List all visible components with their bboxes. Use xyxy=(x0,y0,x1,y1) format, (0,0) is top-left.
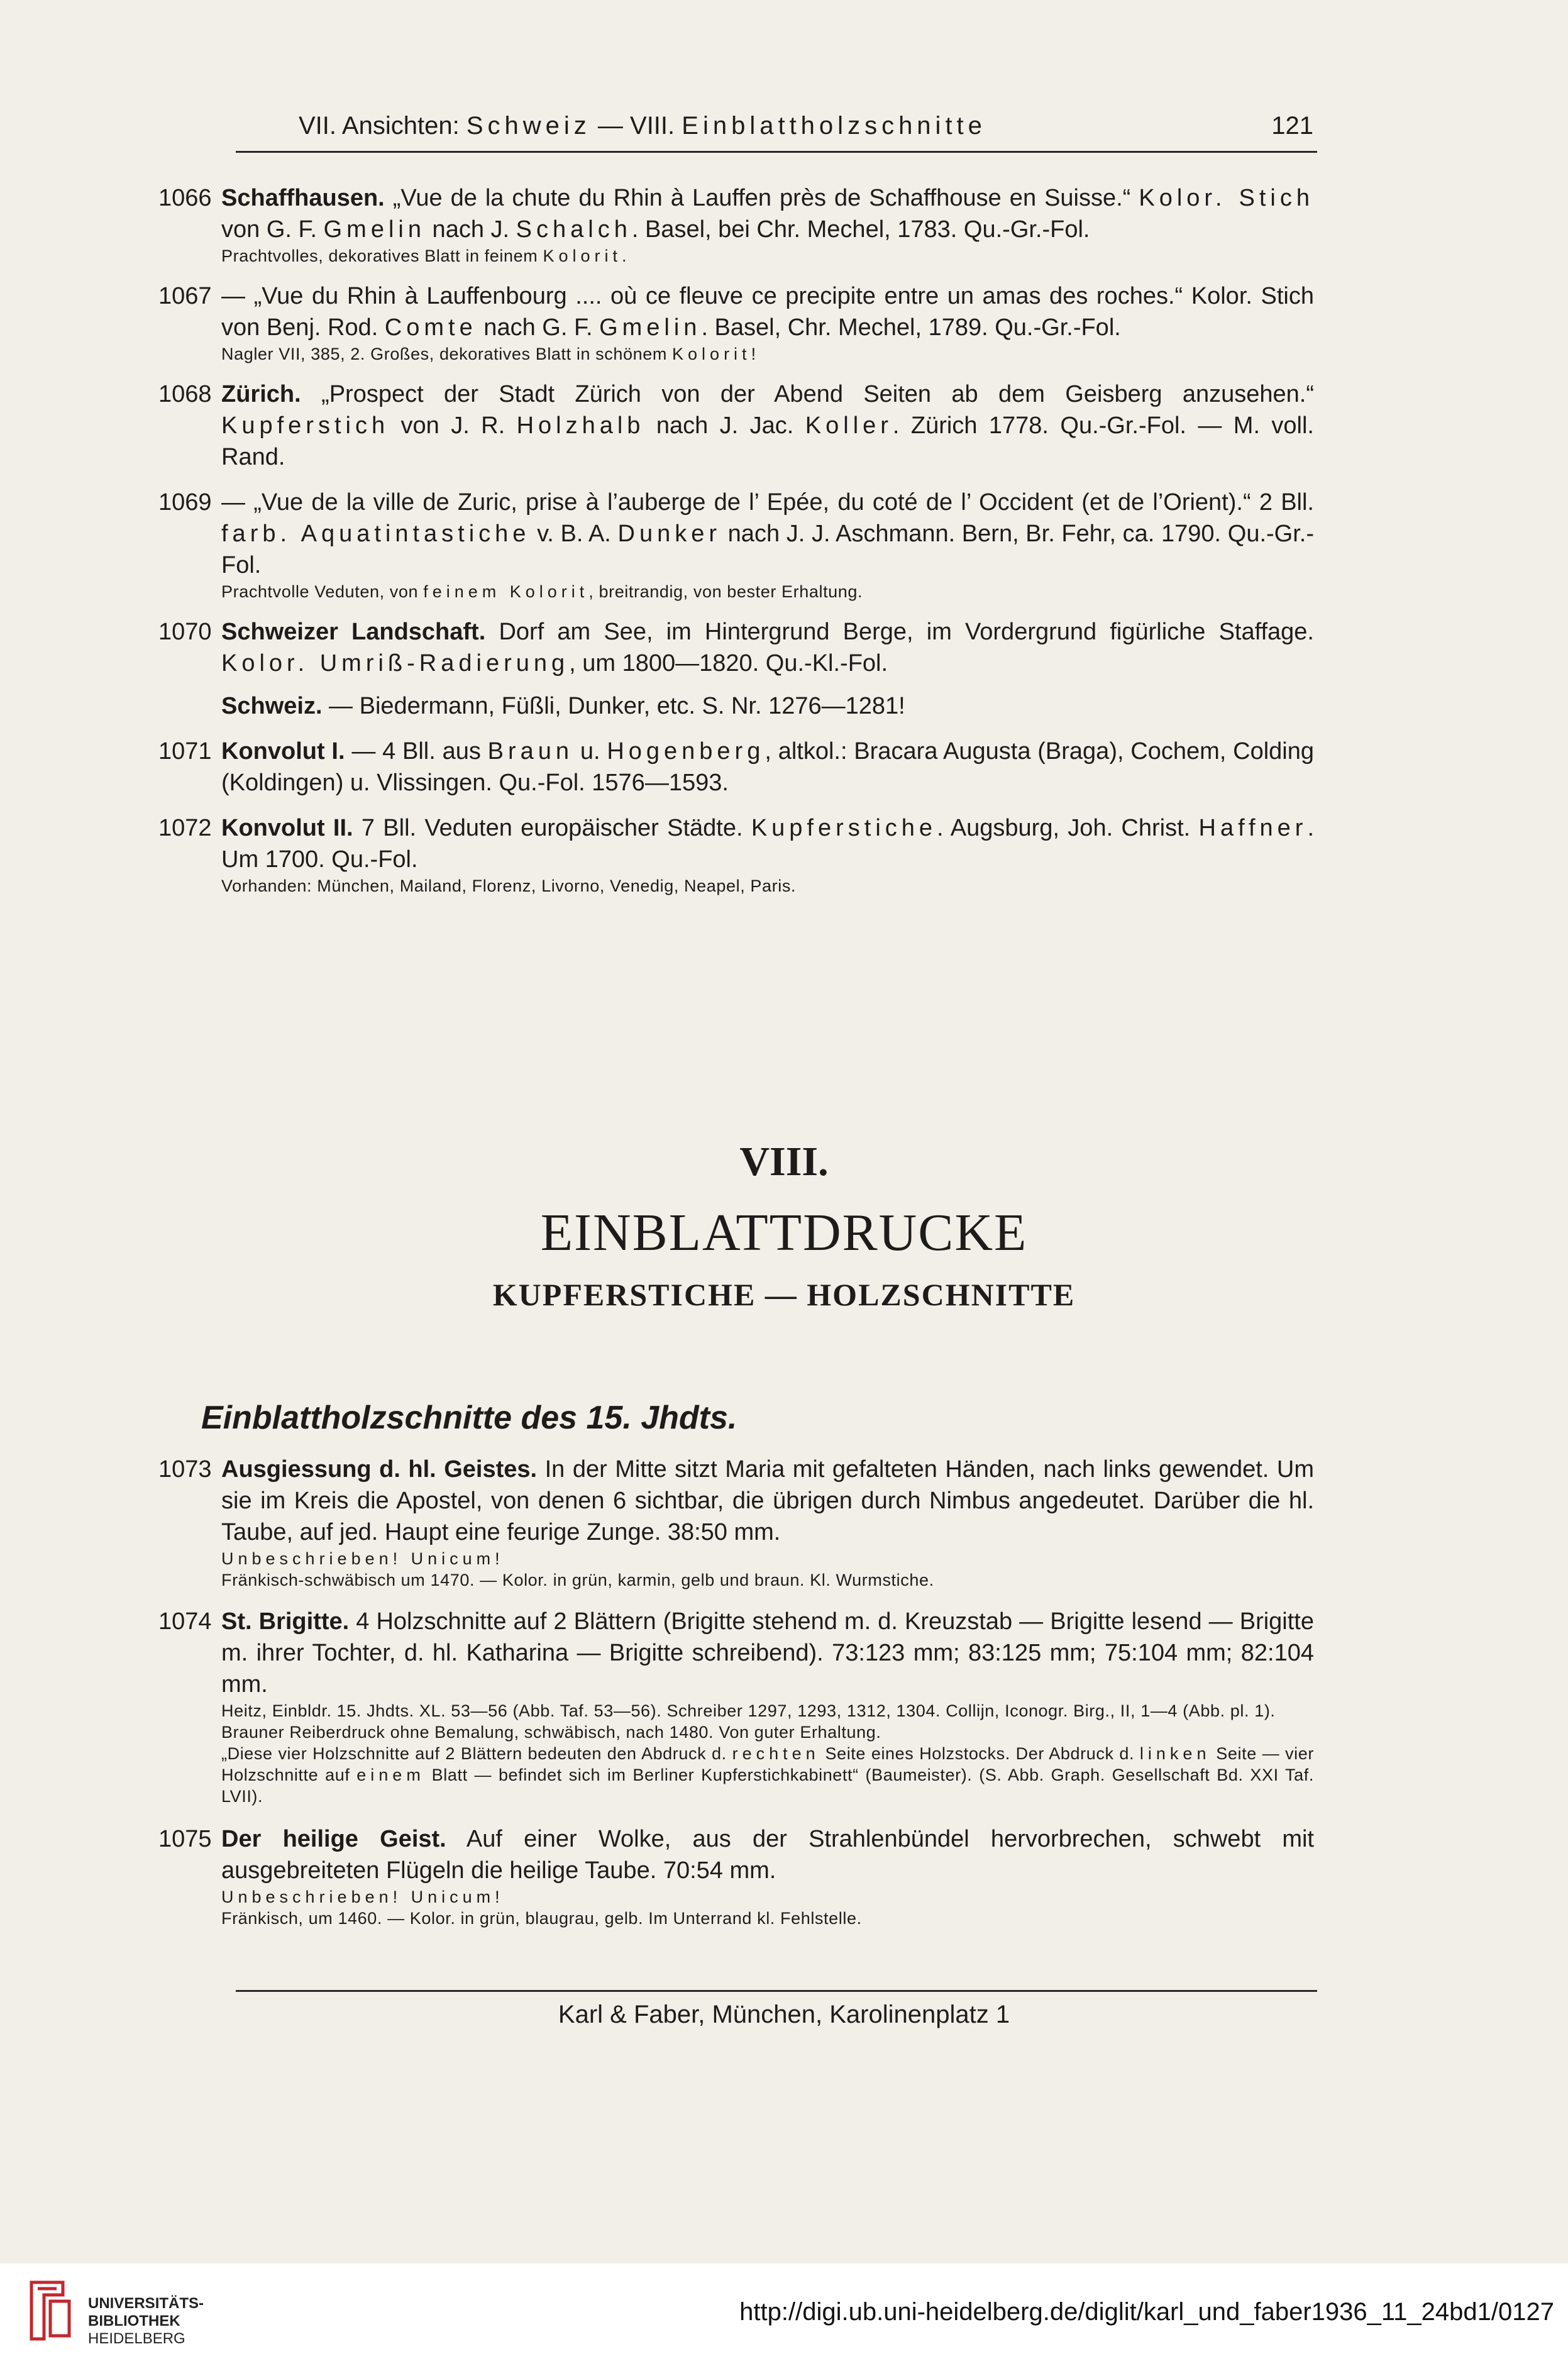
entry-note: Heitz, Einbldr. 15. Jhdts. XL. 53—56 (Abb. Taf. 53—56). Schreiber 1297, 1293, 1312, 1304. Collijn, Iconogr. Birg., II, 1—4 (Abb. pl. 1). Brauner Reiberdruck ohne Bemalung, schwäbisch, nach 1480. Von guter Erhaltung. „Diese vier Holzschnitte auf 2 Blättern bedeuten den Abdruck d. rechten Seite eines Holzstocks. Der Abdruck d. linken Seite — vier Holzschnitte auf einem Blatt — befindet sich im Berliner Kupferstichkabinett“ (Baumeister). (S. Abb. Graph. Gesellschaft Bd. XXI Taf. LVII). xyxy=(221,1701,1314,1806)
entry-description: Schaffhausen. „Vue de la chute du Rhin à Lauffen près de Schaffhouse en Suisse.“ Kolor. Stich von G. F. Gmelin nach J. Schalch. Basel, bei Chr. Mechel, 1783. Qu.-Gr.-Fol. xyxy=(221,185,1314,243)
entry-body xyxy=(221,182,1314,267)
entry-description: — „Vue du Rhin à Lauffenbourg .... où ce fleuve ce precipite entre un amas des roches.“ Kolor. Stich von Benj. Rod. Comte nach G. F. Gmelin. Basel, Chr. Mechel, 1789. Qu.-Gr.-Fol. xyxy=(221,283,1314,341)
entry-description: — „Vue de la ville de Zuric, prise à l’auberge de l’ Epée, du coté de l’ Occident (et de l’Orient).“ 2 Bll. farb. Aquatintastiche v. B. A. Dunker nach J. J. Aschmann. Bern, Br. Fehr, ca. 1790. Qu.-Gr.-Fol. xyxy=(221,489,1314,578)
entry-body xyxy=(221,1823,1314,1929)
catalog-entry xyxy=(158,690,1322,722)
page-number: 121 xyxy=(1271,112,1313,140)
header-title xyxy=(299,112,986,140)
section-title: EINBLATTDRUCKE xyxy=(540,1203,1028,1262)
publisher-footer: Karl & Faber, München, Karolinenplatz 1 xyxy=(558,2001,1010,2028)
section-subtitle: KUPFERSTICHE — HOLZSCHNITTE xyxy=(492,1277,1076,1312)
entry-body xyxy=(221,1606,1314,1807)
catalog-entry xyxy=(158,379,1322,473)
entry-body xyxy=(221,280,1314,365)
library-name-line: BIBLIOTHEK xyxy=(88,2313,180,2330)
entry-note: Nagler VII, 385, 2. Großes, dekoratives Blatt in schönem Kolorit! xyxy=(221,345,756,363)
entry-description: Schweiz. — Biedermann, Füßli, Dunker, etc. S. Nr. 1276—1281! xyxy=(221,693,905,719)
entry-description: Der heilige Geist. Auf einer Wolke, aus der Strahlenbündel hervorbrechen, schwebt mit ausgebreiteten Flügeln die heilige Taube. 70:54 mm. xyxy=(221,1826,1314,1884)
entry-number: 1070 xyxy=(158,619,212,645)
section-number: VIII. xyxy=(739,1139,829,1185)
entry-note: Unbeschrieben! Unicum! Fränkisch, um 1460. — Kolor. in grün, blaugrau, gelb. Im Unterrand kl. Fehlstelle. xyxy=(221,1887,862,1928)
entry-body xyxy=(221,812,1314,897)
entry-note: Unbeschrieben! Unicum! Fränkisch-schwäbisch um 1470. — Kolor. in grün, karmin, gelb und braun. Kl. Wurmstiche. xyxy=(221,1549,934,1589)
entry-number: 1067 xyxy=(158,283,212,309)
header-rule xyxy=(236,151,1317,153)
catalog-entry xyxy=(158,616,1322,679)
library-name-line: UNIVERSITÄTS- xyxy=(88,2295,204,2312)
entry-number: 1074 xyxy=(158,1608,212,1635)
entry-description: Zürich. „Prospect der Stadt Zürich von der Abend Seiten ab dem Geisberg anzusehen.“ Kupferstich von J. R. Holzhalb nach J. Jac. Koller. Zürich 1778. Qu.-Gr.-Fol. — M. voll. Rand. xyxy=(221,381,1314,470)
entry-note: Vorhanden: München, Mailand, Florenz, Livorno, Venedig, Neapel, Paris. xyxy=(221,876,797,895)
library-name-line: HEIDELBERG xyxy=(88,2330,185,2347)
entry-body xyxy=(221,736,1314,799)
entry-body xyxy=(221,616,1314,679)
catalog-entry xyxy=(158,1606,1322,1807)
header-title-part: VII. Ansichten: xyxy=(299,112,460,140)
entry-number: 1069 xyxy=(158,489,212,516)
entry-body xyxy=(221,379,1314,473)
entry-description: Schweizer Landschaft. Dorf am See, im Hintergrund Berge, im Vordergrund figürliche Staffage. Kolor. Umriß-Radierung, um 1800—1820. Qu.-Kl.-Fol. xyxy=(221,619,1314,677)
entry-description: Konvolut I. — 4 Bll. aus Braun u. Hogenberg, altkol.: Bracara Augusta (Braga), Cochem, Colding (Koldingen) u. Vlissingen. Qu.-Fol. 1576—1593. xyxy=(221,738,1315,796)
header-title-part: — VIII. xyxy=(590,112,682,140)
entry-number: 1073 xyxy=(158,1456,212,1483)
footer-rule xyxy=(236,1990,1317,1992)
catalog-entry xyxy=(158,736,1322,799)
source-url-link[interactable]: http://digi.ub.uni-heidelberg.de/diglit/karl_und_faber1936_11_24bd1/0127 xyxy=(739,2298,1554,2326)
entry-note: Prachtvolles, dekoratives Blatt in feinem Kolorit. xyxy=(221,246,627,265)
header-title-part: Einblattholzschnitte xyxy=(682,112,986,140)
entry-body xyxy=(221,487,1314,602)
entry-body xyxy=(221,690,1314,722)
catalog-entry xyxy=(158,487,1322,602)
entry-description: Ausgiessung d. hl. Geistes. In der Mitte sitzt Maria mit gefalteten Händen, nach links gewendet. Um sie im Kreis die Apostel, von denen 6 sichtbar, die übrigen durch Nimbus angedeutet. Darüber die hl. Taube, auf jed. Haupt eine feurige Zunge. 38:50 mm. xyxy=(221,1456,1314,1545)
library-name xyxy=(88,2295,204,2348)
subsection-heading: Einblattholzschnitte des 15. Jhdts. xyxy=(201,1400,737,1436)
entry-body xyxy=(221,1454,1314,1591)
entries-list-1 xyxy=(158,182,1322,910)
catalog-entry xyxy=(158,812,1322,897)
entry-number: 1066 xyxy=(158,185,212,211)
running-header xyxy=(236,106,1317,150)
catalog-entry xyxy=(158,1454,1322,1591)
entry-number: 1068 xyxy=(158,381,212,407)
entry-note: Prachtvolle Veduten, von feinem Kolorit, breitrandig, von bester Erhaltung. xyxy=(221,582,863,601)
entry-description: Konvolut II. 7 Bll. Veduten europäischer Städte. Kupferstiche. Augsburg, Joh. Christ. Haffner. Um 1700. Qu.-Fol. xyxy=(221,815,1314,873)
entry-description: St. Brigitte. 4 Holzschnitte auf 2 Blättern (Brigitte stehend m. d. Kreuzstab — Brigitte lesend — Brigitte m. ihrer Tochter, d. hl. Katharina — Brigitte schreibend). 73:123 mm; 83:125 mm; 75:104 mm; 82:104 mm. xyxy=(221,1608,1314,1698)
header-title-part: Schweiz xyxy=(466,112,591,140)
entry-number: 1072 xyxy=(158,815,212,841)
library-logo-icon xyxy=(19,2276,75,2345)
entries-list-2 xyxy=(158,1454,1322,1942)
catalog-entry xyxy=(158,182,1322,267)
entry-number: 1075 xyxy=(158,1826,212,1852)
catalog-entry xyxy=(158,280,1322,365)
entry-number: 1071 xyxy=(158,738,212,765)
catalog-entry xyxy=(158,1823,1322,1929)
